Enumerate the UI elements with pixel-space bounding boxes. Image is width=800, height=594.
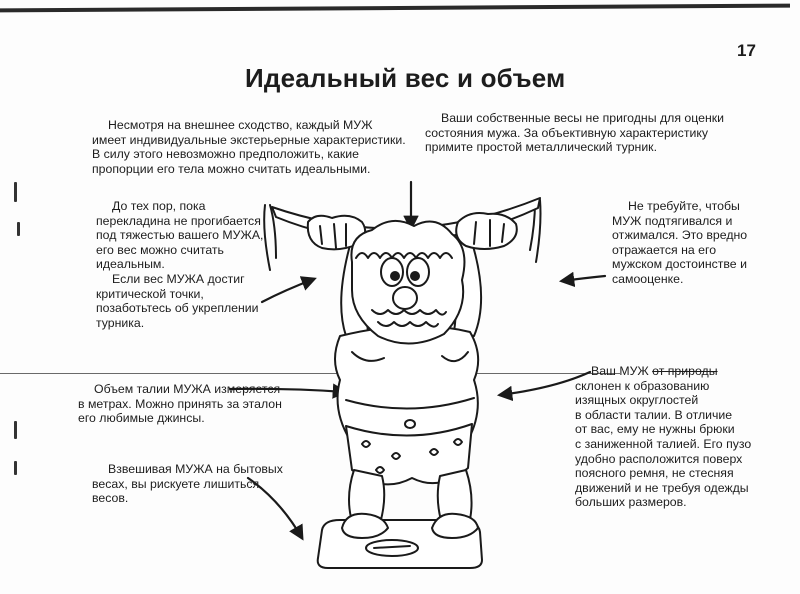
text-line: от вас, ему не нужны брюки <box>575 422 735 437</box>
text-line: поясного ремня, не стесняя <box>575 466 734 481</box>
text-line: идеальным. <box>96 257 165 272</box>
text-line: имеет индивидуальные экстерьерные характеристики. <box>92 132 406 147</box>
text-line: примите простой металлический турник. <box>425 140 657 155</box>
text-line: с заниженной талией. Его пузо <box>575 436 752 451</box>
text-line: весов. <box>92 491 129 506</box>
text-line: движений и не требуя одежды <box>575 480 749 495</box>
text-line: отжимался. Это вредно <box>612 228 748 243</box>
text-line: критической точки, <box>96 286 204 301</box>
text-line: перекладина не прогибается <box>96 213 261 228</box>
text-line: Не требуйте, чтобы <box>628 199 740 213</box>
text-line: под тяжестью вашего МУЖА, <box>96 228 264 243</box>
navel <box>405 420 415 428</box>
text-line: изящных округлостей <box>575 393 699 408</box>
text-line: отражается на его <box>612 242 717 257</box>
right-pupil <box>411 272 419 280</box>
struck-text: от природы <box>652 364 718 378</box>
nose <box>393 287 417 309</box>
text-line: позаботьтесь об укреплении <box>96 301 259 316</box>
text-line: мужском достоинстве и <box>612 257 747 272</box>
text-line: Взвешивая МУЖА на бытовых <box>108 462 283 476</box>
left-pupil <box>391 272 399 280</box>
text-line: Объем талии МУЖА измеряется <box>94 382 281 396</box>
struck-prefix: Ваш МУЖ <box>591 364 653 378</box>
man-figure <box>264 198 540 568</box>
text-line: самооценке. <box>612 271 684 286</box>
arrow-to-scales <box>248 478 302 538</box>
text-line: в метрах. Можно принять за эталон <box>78 396 282 411</box>
arrow-to-shoulders <box>562 276 605 281</box>
text-line: состояния мужа. За объективную характеристику <box>425 125 708 140</box>
page-number: 17 <box>737 41 756 60</box>
right-foot <box>432 514 478 538</box>
page-title: Идеальный вес и объем <box>245 63 566 93</box>
text-line: Несмотря на внешнее сходство, каждый МУЖ <box>108 118 373 132</box>
text-line: его вес можно считать <box>96 242 224 257</box>
text-line: В силу этого невозможно предположить, какие <box>92 147 360 162</box>
text-line: больших размеров. <box>575 495 687 510</box>
head <box>351 221 464 344</box>
arrow-to-arms <box>262 279 314 302</box>
text-line: Если вес МУЖА достиг <box>112 271 245 286</box>
arrow-to-belly <box>500 372 590 395</box>
text-line: До тех пор, пока <box>112 199 206 213</box>
right-fist <box>456 213 517 249</box>
text-line: МУЖ подтягивался и <box>612 213 733 228</box>
text-line: турника. <box>96 315 145 330</box>
text-line: пропорции его тела можно считать идеальными. <box>92 161 371 176</box>
text-line: в области талии. В отличие <box>575 407 733 422</box>
text-line: весах, вы рискуете лишиться <box>92 476 260 491</box>
text-line: Ваши собственные весы не пригодны для оценки <box>441 111 725 125</box>
arrow-to-waist <box>230 389 345 392</box>
text-line: его любимые джинсы. <box>78 411 205 426</box>
text-line: склонен к образованию <box>575 378 710 393</box>
text-line: удобно расположится поверх <box>575 451 743 466</box>
